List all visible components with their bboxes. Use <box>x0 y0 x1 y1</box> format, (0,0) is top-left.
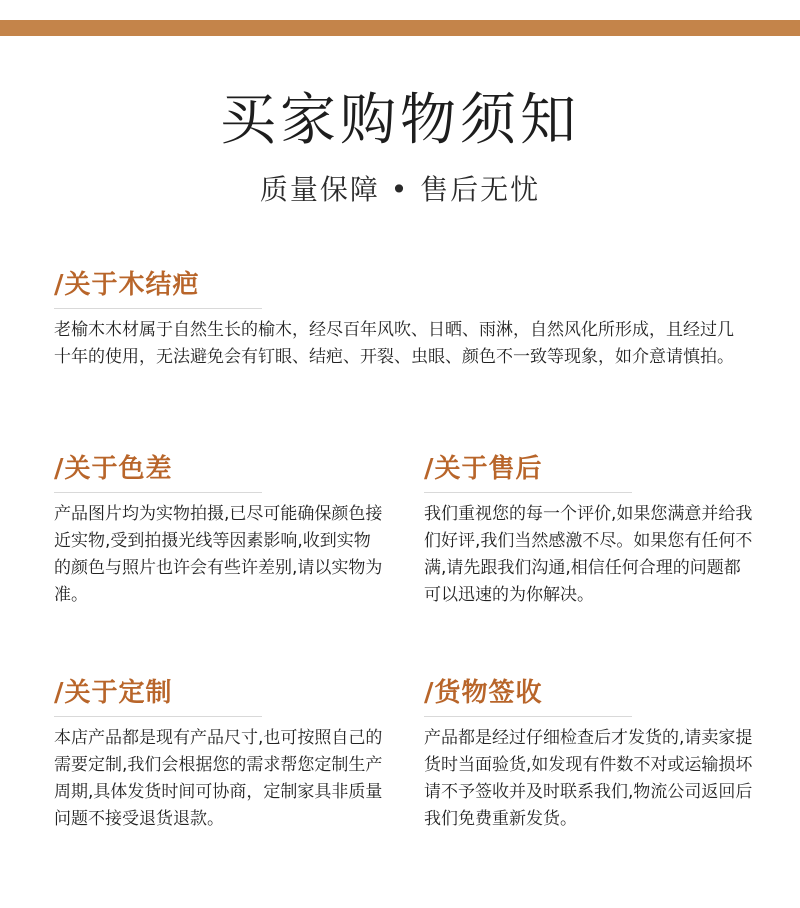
section-wood-knots <box>54 268 744 371</box>
section-title: /关于色差 <box>54 454 173 484</box>
section-title: /货物签收 <box>424 678 543 708</box>
section-color-difference <box>54 452 384 609</box>
section-body: 老榆木木材属于自然生长的榆木，经尽百年风吹、日晒、雨淋，自然风化所形成，且经过几十年的使用，无法避免会有钉眼、结疤、开裂、虫眼、颜色不一致等现象，如介意请慎拍。 <box>54 320 734 367</box>
page-subtitle: 质量保障 • 售后无忧 <box>259 173 541 206</box>
section-customization <box>54 676 384 833</box>
top-accent-bar <box>0 20 800 36</box>
section-divider <box>54 308 262 309</box>
section-body: 我们重视您的每一个评价,如果您满意并给我们好评,我们当然感激不尽。如果您有任何不满,请先跟我们沟通,相信任何合理的问题都可以迅速的为你解决。 <box>424 504 753 605</box>
section-title: /关于木结疤 <box>54 270 200 300</box>
section-body: 产品都是经过仔细检查后才发货的,请卖家提货时当面验货,如发现有件数不对或运输损坏请不予签收并及时联系我们,物流公司返回后我们免费重新发货。 <box>424 728 753 829</box>
section-divider <box>54 716 262 717</box>
section-body: 本店产品都是现有产品尺寸,也可按照自己的需要定制,我们会根据您的需求帮您定制生产周期,具体发货时间可协商，定制家具非质量问题不接受退货退款。 <box>54 728 383 829</box>
section-goods-receipt <box>424 676 754 833</box>
section-body: 产品图片均为实物拍摄,已尽可能确保颜色接近实物,受到拍摄光线等因素影响,收到实物的颜色与照片也许会有些许差别,请以实物为准。 <box>54 504 383 605</box>
section-divider <box>54 492 262 493</box>
page-title: 买家购物须知 <box>220 88 580 153</box>
section-title: /关于定制 <box>54 678 173 708</box>
section-title: /关于售后 <box>424 454 543 484</box>
section-after-sales <box>424 452 754 609</box>
section-divider <box>424 716 632 717</box>
section-divider <box>424 492 632 493</box>
